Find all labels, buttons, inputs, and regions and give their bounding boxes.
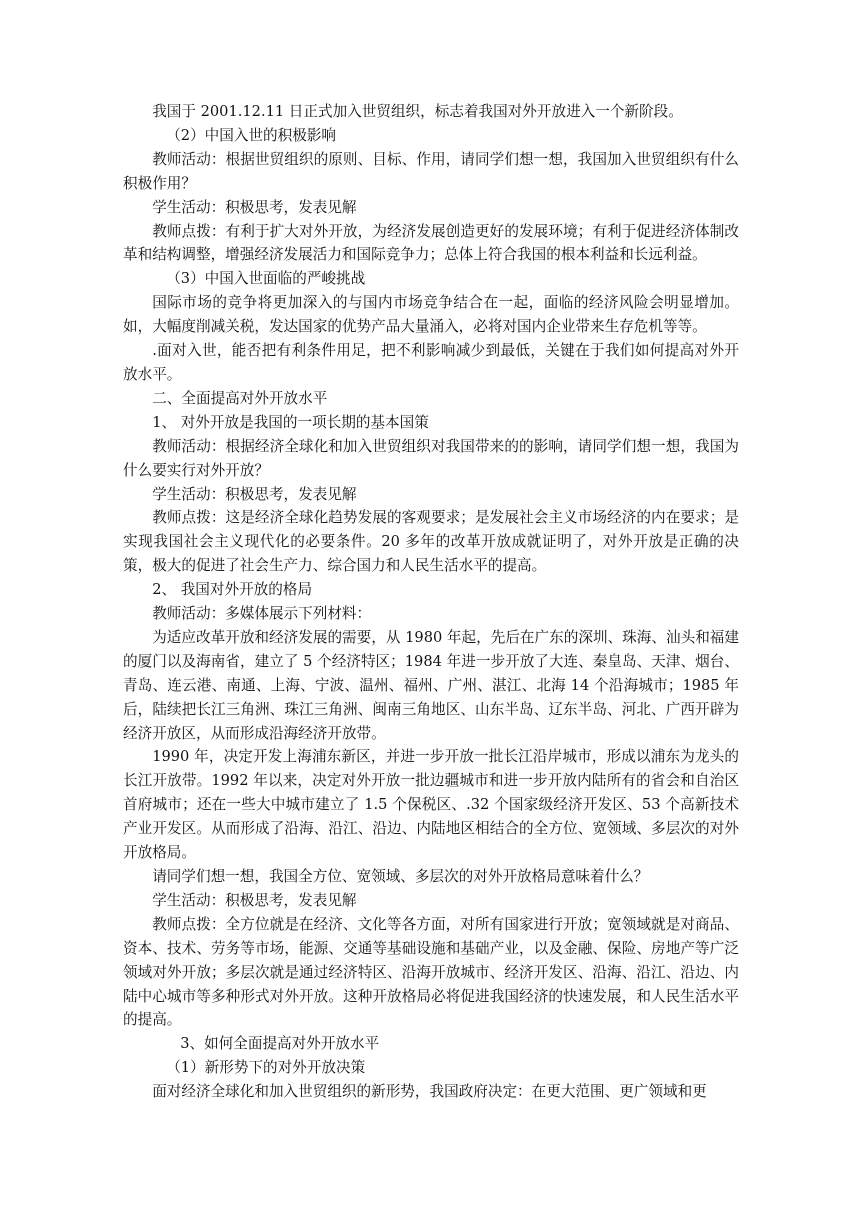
paragraph: 教师活动：根据经济全球化和加入世贸组织对我国带来的的影响，请同学们想一想，我国为什么要实行对外开放？ [123,437,739,479]
paragraph: 1990 年，决定开发上海浦东新区，并进一步开放一批长江沿岸城市，形成以浦东为龙头的长江开放带。1992 年以来，决定对外开放一批边疆城市和进一步开放内陆所有的省会和自治区首府城市；还在一些大中城市建立了 1.5 个保税区、.32 个国家级经济开发区、53 个高新技术产业开发区。从而形成了沿海、沿江、沿边、内陆地区相结合的全方位、宽领域、多层次的对外开放格局。 [123,748,739,862]
paragraph: 教师点拨：这是经济全球化趋势发展的客观要求；是发展社会主义市场经济的内在要求；是实现我国社会主义现代化的必要条件。20 多年的改革开放成就证明了，对外开放是正确的决策，极大的促进了社会生产力、综合国力和人民生活水平的提高。 [123,509,739,575]
document-body [123,100,739,1104]
paragraph: 我国于 2001.12.11 日正式加入世贸组织，标志着我国对外开放进入一个新阶段。 [152,103,683,120]
section-heading: （1）新形势下的对外开放决策 [166,1059,366,1077]
paragraph: 学生活动：积极思考，发表见解 [152,198,357,216]
paragraph: 教师活动：多媒体展示下列材料： [152,605,372,623]
paragraph: 教师点拨：有利于扩大对外开放，为经济发展创造更好的发展环境；有利于促进经济体制改革和结构调整，增强经济发展活力和国际竞争力；总体上符合我国的根本利益和长远利益。 [123,222,739,264]
section-heading: 3、如何全面提高对外开放水平 [180,1035,380,1053]
paragraph: 请同学们想一想，我国全方位、宽领域、多层次的对外开放格局意味着什么？ [152,868,649,885]
section-heading: （3）中国入世面临的严峻挑战 [166,270,366,288]
paragraph: 为适应改革开放和经济发展的需要，从 1980 年起，先后在广东的深圳、珠海、汕头和福建的厦门以及海南省，建立了 5 个经济特区；1984 年进一步开放了大连、秦皇岛、天津、烟台、青岛、连云港、南通、上海、宁波、温州、福州、广州、湛江、北海 14 个沿海城市；1985 年后，陆续把长江三角洲、珠江三角洲、闽南三角地区、山东半岛、辽东半岛、河北、广西开辟为经济开放区，从而形成沿海经济开放带。 [123,628,739,742]
paragraph: 国际市场的竞争将更加深入的与国内市场竞争结合在一起，面临的经济风险会明显增加。如，大幅度削减关税，发达国家的优势产品大量涌入，必将对国内企业带来生存危机等等。 [123,294,739,336]
paragraph: 学生活动：积极思考，发表见解 [152,891,357,909]
paragraph: 教师活动：根据世贸组织的原则、目标、作用，请同学们想一想，我国加入世贸组织有什么积极作用？ [123,150,739,192]
section-heading: 二、全面提高对外开放水平 [152,389,328,407]
section-heading: （2）中国入世的积极影响 [166,126,337,144]
section-heading: 1、 对外开放是我国的一项长期的基本国策 [152,413,429,431]
paragraph: .面对入世，能否把有利条件用足，把不利影响减少到最低，关键在于我们如何提高对外开放水平。 [123,342,739,383]
paragraph: 教师点拨：全方位就是在经济、文化等各方面，对所有国家进行开放；宽领域就是对商品、资本、技术、劳务等市场，能源、交通等基础设施和基础产业，以及金融、保险、房地产等广泛领域对外开放；多层次就是通过经济特区、沿海开放城市、经济开发区、沿海、沿江、沿边、内陆中心城市等多种形式对外开放。这种开放格局必将促进我国经济的快速发展，和人民生活水平的提高。 [123,915,739,1029]
paragraph: 学生活动：积极思考，发表见解 [152,485,357,503]
paragraph: 面对经济全球化和加入世贸组织的新形势，我国政府决定：在更大范围、更广领域和更 [152,1083,707,1101]
section-heading: 2、 我国对外开放的格局 [152,581,313,599]
